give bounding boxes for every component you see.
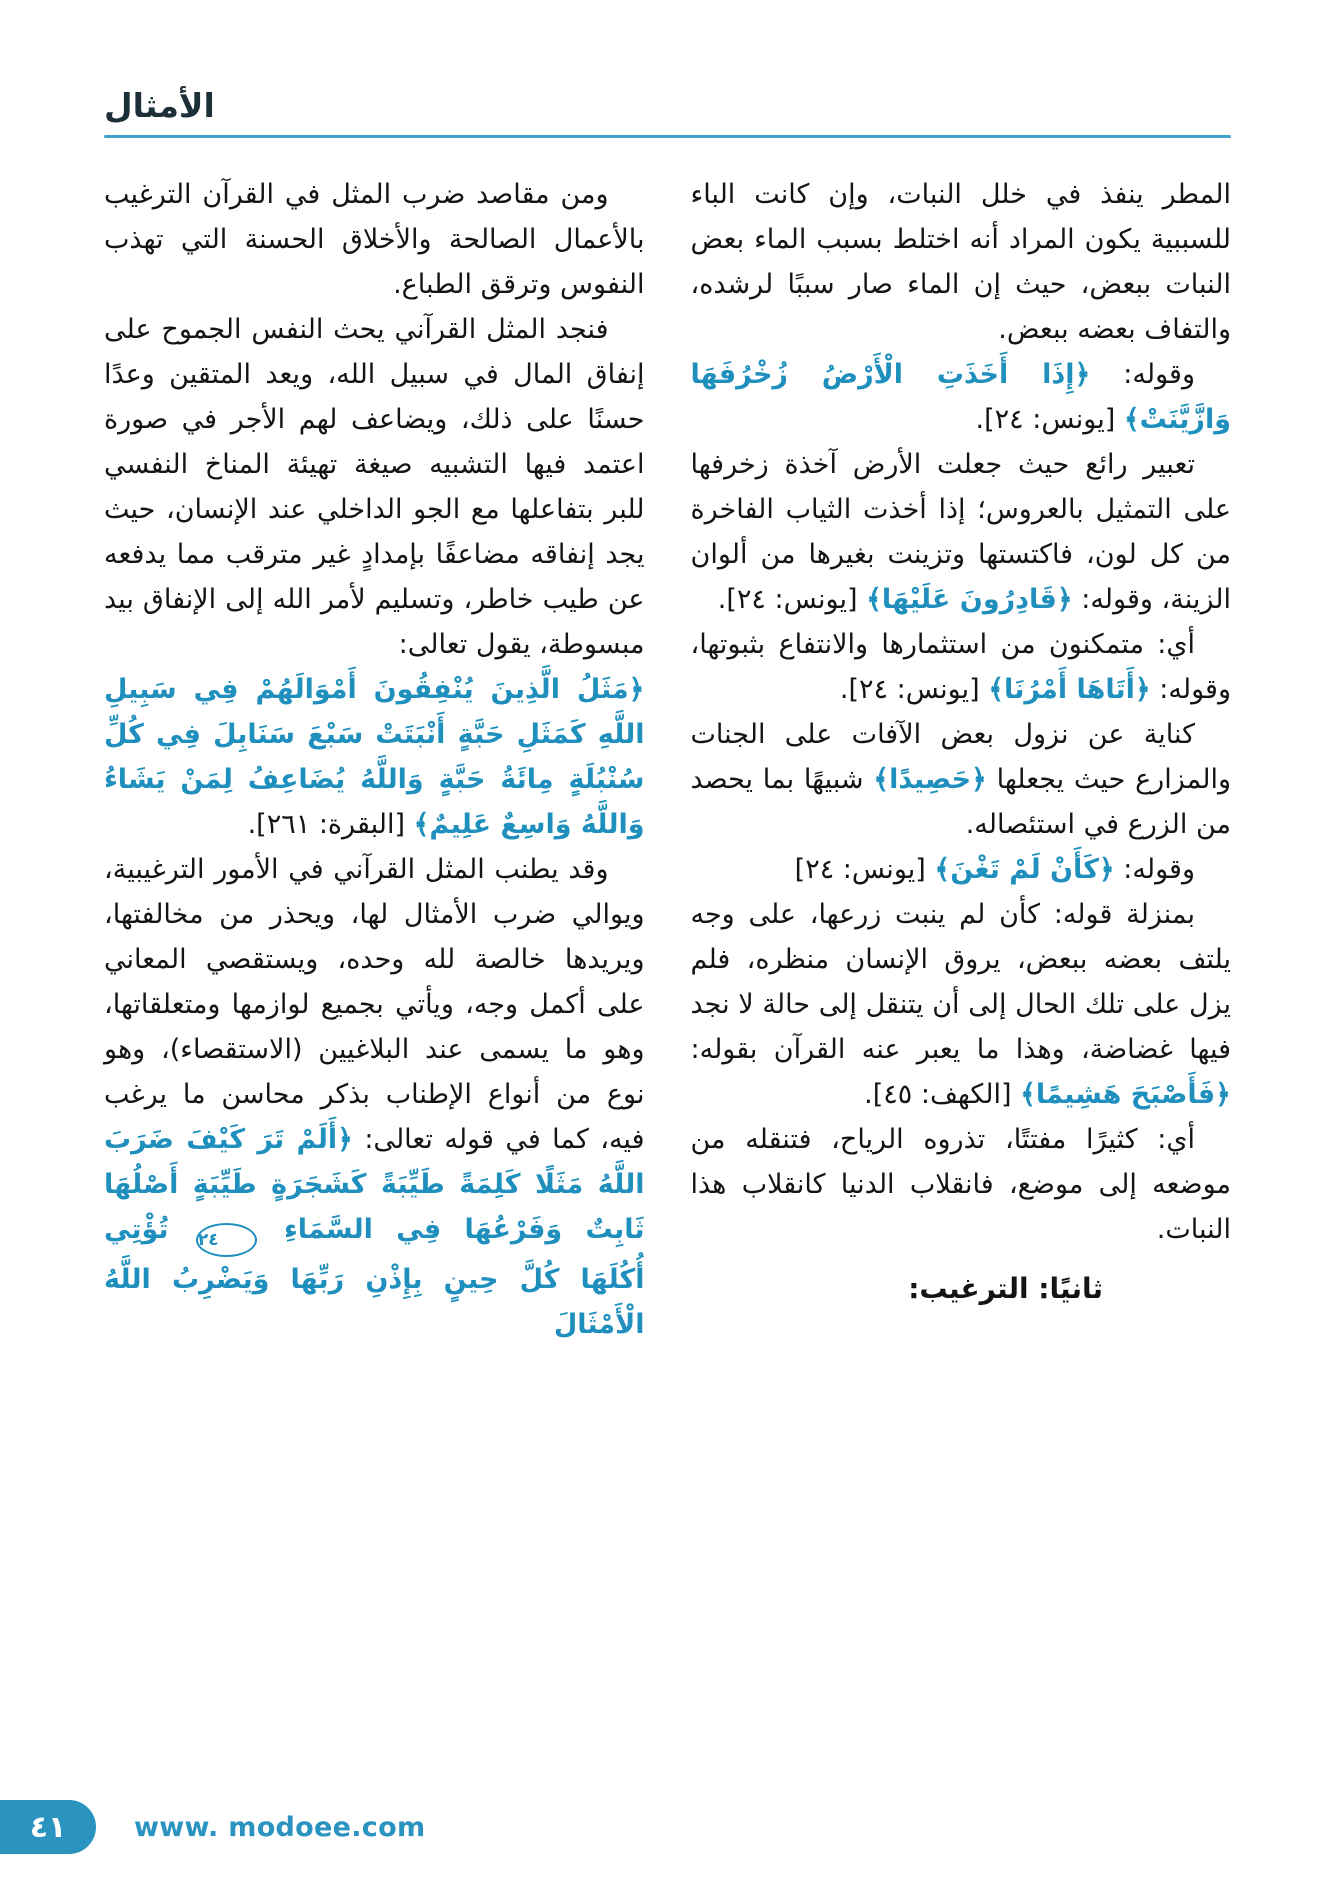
body-text: المطر ينفذ في خلل النبات، وإن كانت الباء للسببية يكون المراد أنه اختلط بسبب الماء بعض النبات ببعض، حيث إن الماء صار سببًا لرشده، والتفاف بعضه ببعض. bbox=[690, 179, 1231, 345]
page-header bbox=[0, 0, 1339, 138]
body-text: وقد يطنب المثل القرآني في الأمور الترغيبية، ويوالي ضرب الأمثال لها، ويحذر من مخالفتها، ويريدها خالصة لله وحده، ويستقصي المعاني على أكمل وجه، ويأتي بجميع لوازمها ومتعلقاتها، وهو ما يسمى عند البلاغيين (الاستقصاء)، وهو نوع من أنواع الإطناب بذكر محاسن ما يرغب فيه، كما في قوله تعالى: bbox=[104, 854, 645, 1155]
paragraph bbox=[104, 307, 645, 667]
body-text: وقوله: bbox=[1090, 359, 1195, 390]
paragraph bbox=[691, 352, 1232, 442]
page-number-badge bbox=[0, 1800, 96, 1854]
column-right bbox=[691, 172, 1232, 1311]
quran-quote: ﴿فَأَصْبَحَ هَشِيمًا﴾ bbox=[1020, 1079, 1231, 1110]
paragraph bbox=[104, 172, 645, 307]
body-text: كناية عن نزول بعض الآفات على الجنات والمزارع حيث يجعلها bbox=[690, 719, 1231, 795]
ayah-number-marker: ٢٤ bbox=[196, 1223, 257, 1257]
body-text: شبيهًا بما يحصد من الزرع في استئصاله. bbox=[690, 764, 1231, 840]
paragraph bbox=[691, 622, 1232, 712]
verse-reference: [يونس: ٢٤] bbox=[794, 854, 935, 885]
body-text: أي: كثيرًا مفتتًا، تذروه الرياح، فتنقله من موضعه إلى موضع، فانقلاب الدنيا كانقلاب هذا النبات. bbox=[690, 1124, 1231, 1245]
verse-reference: [البقرة: ٢٦١]. bbox=[247, 809, 414, 840]
quran-quote: ﴿أَتَاهَا أَمْرُنَا﴾ bbox=[988, 674, 1151, 705]
quran-quote: ﴿حَصِيدًا﴾ bbox=[873, 764, 987, 795]
body-text: فنجد المثل القرآني يحث النفس الجموح على إنفاق المال في سبيل الله، ويعد المتقين وعدًا حسنًا على ذلك، ويضاعف لهم الأجر في صورة اعتمد فيها التشبيه صيغة تهيئة المناخ النفسي للبر بتفاعلها مع الجو الداخلي عند الإنسان، حيث يجد إنفاقه مضاعفًا بإمدادٍ غير مترقب مما يدفعه عن طيب خاطر، وتسليم لأمر الله إلى الإنفاق بيد مبسوطة، يقول تعالى: bbox=[104, 314, 645, 660]
chapter-title: الأمثال bbox=[104, 86, 215, 125]
paragraph bbox=[691, 847, 1232, 892]
paragraph bbox=[691, 1117, 1232, 1252]
body-text: ثانيًا: الترغيب: bbox=[908, 1272, 1103, 1305]
website-link[interactable]: www. modoee.com bbox=[134, 1811, 426, 1843]
quran-block-paragraph bbox=[104, 667, 645, 847]
paragraph bbox=[691, 172, 1232, 352]
page-footer bbox=[0, 1800, 1339, 1854]
body-text: وقوله: bbox=[1114, 854, 1195, 885]
paragraph bbox=[691, 712, 1232, 847]
section-heading bbox=[691, 1266, 1232, 1311]
content-columns bbox=[0, 138, 1339, 1347]
quran-quote: ﴿قَادِرُونَ عَلَيْهَا﴾ bbox=[866, 584, 1073, 615]
quran-quote: ﴿كَأَنْ لَمْ تَغْنَ﴾ bbox=[934, 854, 1115, 885]
body-text: أي: متمكنون من استثمارها والانتفاع بثبوتها، وقوله: bbox=[690, 629, 1231, 705]
quran-quote: ﴿إِذَا أَخَذَتِ الْأَرْضُ زُخْرُفَهَا وَازَّيَّنَتْ﴾ bbox=[690, 359, 1231, 435]
column-left bbox=[104, 172, 645, 1347]
paragraph bbox=[691, 442, 1232, 622]
paragraph bbox=[691, 892, 1232, 1117]
body-text: ومن مقاصد ضرب المثل في القرآن الترغيب بالأعمال الصالحة والأخلاق الحسنة التي تهذب النفوس وترقق الطباع. bbox=[104, 179, 645, 300]
body-text: تعبير رائع حيث جعلت الأرض آخذة زخرفها على التمثيل بالعروس؛ إذا أخذت الثياب الفاخرة من كل لون، فاكتستها وتزينت بغيرها من ألوان الزينة، وقوله: bbox=[690, 449, 1231, 615]
quran-quote: ﴿مَثَلُ الَّذِينَ يُنْفِقُونَ أَمْوَالَهُمْ فِي سَبِيلِ اللَّهِ كَمَثَلِ حَبَّةٍ أَنْبَتَتْ سَبْعَ سَنَابِلَ فِي كُلِّ سُنْبُلَةٍ مِائَةُ حَبَّةٍ وَاللَّهُ يُضَاعِفُ لِمَنْ يَشَاءُ وَاللَّهُ وَاسِعٌ عَلِيمٌ﴾ bbox=[104, 674, 645, 840]
body-text: بمنزلة قوله: كأن لم ينبت زرعها، على وجه يلتف بعضه ببعض، يروق الإنسان منظره، فلم يزل على تلك الحال إلى أن يتنقل إلى حالة لا نجد فيها غضاضة، وهذا ما يعبر عنه القرآن بقوله: bbox=[690, 899, 1231, 1065]
verse-reference: [الكهف: ٤٥]. bbox=[864, 1079, 1021, 1110]
verse-reference: [يونس: ٢٤]. bbox=[717, 584, 867, 615]
verse-reference: [يونس: ٢٤]. bbox=[975, 404, 1124, 435]
verse-reference: [يونس: ٢٤]. bbox=[839, 674, 989, 705]
paragraph bbox=[104, 847, 645, 1347]
quran-quote: ﴿أَلَمْ تَرَ كَيْفَ ضَرَبَ اللَّهُ مَثَلًا كَلِمَةً طَيِّبَةً كَشَجَرَةٍ طَيِّبَةٍ أَصْلُهَا ثَابِتٌ وَفَرْعُهَا فِي السَّمَاءِ bbox=[104, 1124, 645, 1245]
page-number: ٤١ bbox=[29, 1809, 67, 1845]
quran-quote: تُؤْتِي أُكُلَهَا كُلَّ حِينٍ بِإِذْنِ رَبِّهَا وَيَضْرِبُ اللَّهُ الْأَمْثَالَ bbox=[104, 1214, 645, 1340]
